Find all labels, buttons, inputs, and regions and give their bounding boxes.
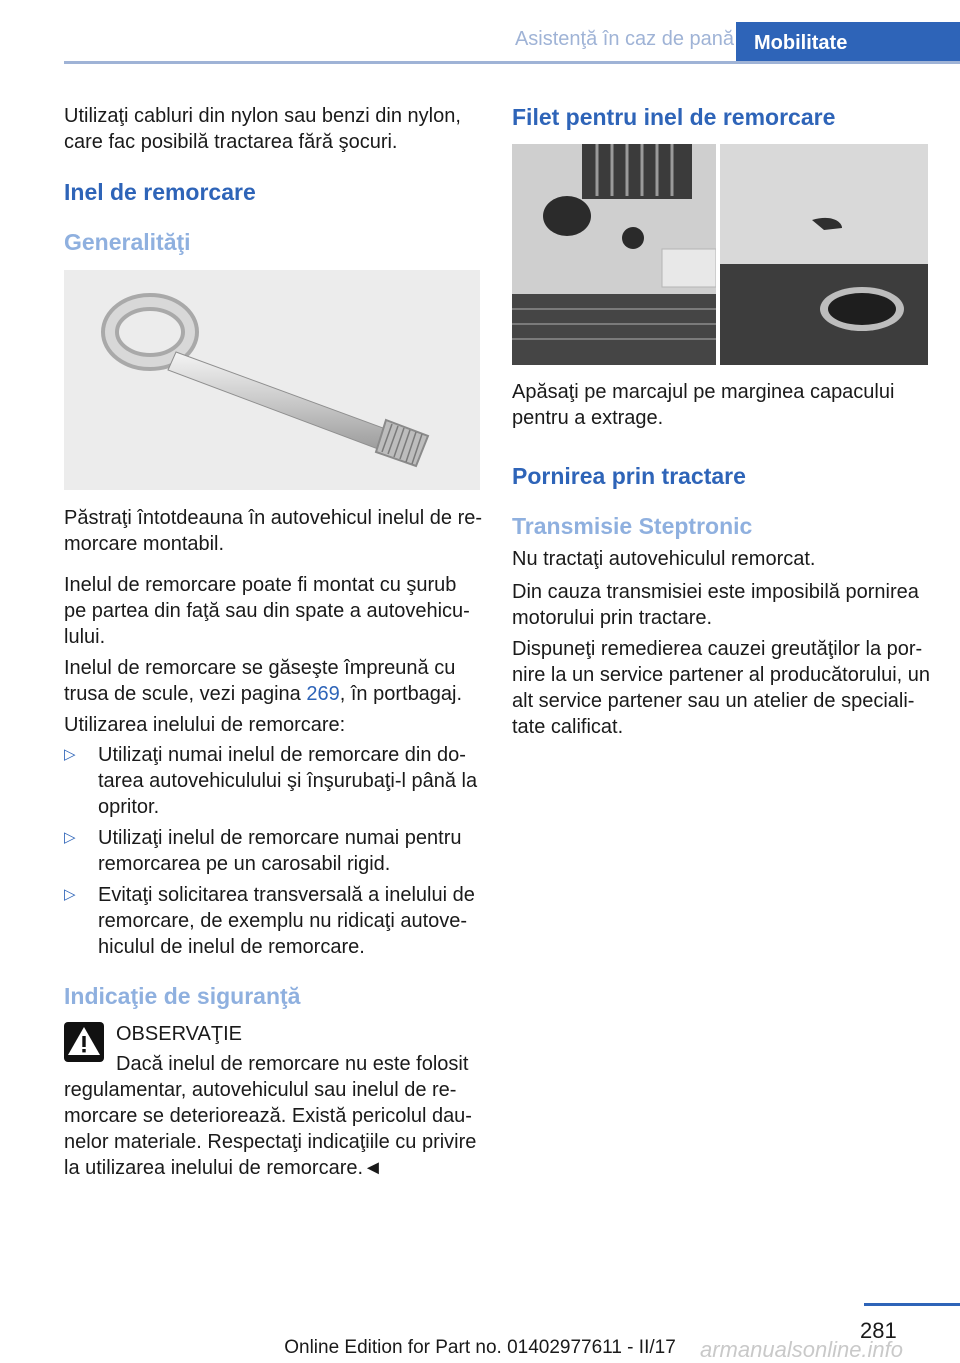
watermark: armanualsonline.info: [700, 1337, 904, 1362]
heading-general: Generalităţi: [64, 229, 191, 255]
page-reference-link[interactable]: 269: [306, 683, 340, 705]
warning-line-1: Dacă inelul de remorcare nu este folosit: [116, 1053, 469, 1075]
steptronic-p3-line-4: tate calificat.: [512, 716, 624, 738]
steptronic-p2-line-2: motorului prin tractare.: [512, 607, 713, 629]
bullet-1-line-3: opritor.: [98, 796, 160, 818]
warning-line-5: [64, 1155, 383, 1181]
bullet-1-line-1: Utilizaţi numai inelul de remorcare din do-: [98, 744, 466, 766]
use-title: Utilizarea inelului de remorcare:: [64, 714, 346, 736]
heading-thread: Filet pentru inel de remorcare: [512, 104, 836, 130]
bullet-marker-3: ▷: [64, 886, 76, 903]
steptronic-p3-line-2: nire la un service partener al producătorului, un: [512, 664, 931, 686]
press-line-1: Apăsaţi pe marcajul pe marginea capacului: [512, 381, 895, 403]
bullet-2-line-2: remorcarea pe un carosabil rigid.: [98, 853, 391, 875]
found-line-1: Inelul de remorcare se găseşte împreună cu: [64, 657, 456, 679]
page-number: 281: [860, 1318, 897, 1343]
bullet-1-line-2: tarea autovehiculului şi înşurubaţi-l până la: [98, 770, 478, 792]
end-mark: ◄: [363, 1157, 383, 1179]
bumper-photo-illustration: [512, 144, 928, 365]
screw-line-1: Inelul de remorcare poate fi montat cu şurub: [64, 574, 457, 596]
warning-line-2: regulamentar, autovehiculul sau inelul de re-: [64, 1079, 457, 1101]
bullet-3-line-3: hiculul de inelul de remorcare.: [98, 936, 365, 958]
heading-start: Pornirea prin tractare: [512, 463, 746, 489]
bullet-3-line-1: Evitaţi solicitarea transversală a inelului de: [98, 884, 475, 906]
warning-line-4: nelor materiale. Respectaţi indicaţiile cu privire: [64, 1131, 477, 1153]
bullet-2-line-1: Utilizaţi inelul de remorcare numai pentru: [98, 827, 462, 849]
heading-safety: Indicaţie de siguranţă: [64, 983, 301, 1009]
intro-line-1: Utilizaţi cabluri din nylon sau benzi din nylon,: [64, 105, 461, 127]
steptronic-p1: Nu tractaţi autovehiculul remorcat.: [512, 548, 816, 570]
warning-line-3: morcare se deteriorează. Există pericolul dau-: [64, 1105, 472, 1127]
heading-steptronic: Transmisie Steptronic: [512, 513, 753, 539]
found-line-2-text: trusa de scule, vezi pagina: [64, 683, 307, 705]
heading-towing-eye: Inel de remorcare: [64, 179, 256, 205]
warning-label: OBSERVAŢIE: [116, 1023, 242, 1045]
steptronic-p2-line-1: Din cauza transmisiei este imposibilă pornirea: [512, 581, 919, 603]
bullet-3-line-2: remorcare, de exemplu nu ridicaţi autove-: [98, 910, 468, 932]
found-line-2: [64, 681, 462, 707]
steptronic-p3-line-3: alt service partener sau un atelier de speciali-: [512, 690, 915, 712]
towing-eye-figure: [64, 270, 480, 490]
press-line-2: pentru a extrage.: [512, 407, 664, 429]
warning-line-5-text: la utilizarea inelului de remorcare.: [64, 1157, 364, 1179]
found-line-2-suffix: , în portbagaj.: [339, 683, 463, 705]
header-section-title: Asistenţă în caz de pană: [514, 28, 734, 50]
screw-line-2: pe partea din faţă sau din spate a autovehicu-: [64, 600, 470, 622]
intro-line-2: care fac posibilă tractarea fără şocuri.: [64, 131, 398, 153]
towing-eye-illustration: [64, 270, 480, 490]
header-rule: [64, 61, 960, 64]
warning-icon: [64, 1022, 104, 1062]
footer-rule: [864, 1303, 960, 1306]
keep-line-1: Păstraţi întotdeauna în autovehicul inelul de re-: [64, 507, 483, 529]
bullet-marker-1: ▷: [64, 746, 76, 763]
bumper-photos: [512, 144, 928, 365]
keep-line-2: morcare montabil.: [64, 533, 225, 555]
screw-line-3: lului.: [64, 626, 106, 648]
online-edition: Online Edition for Part no. 01402977611 - II/17: [284, 1337, 676, 1358]
steptronic-p3-line-1: Dispuneţi remedierea cauzei greutăţilor la por-: [512, 638, 923, 660]
header-chapter-tab[interactable]: Mobilitate: [736, 22, 960, 64]
warning-triangle-icon: [64, 1022, 104, 1062]
bullet-marker-2: ▷: [64, 829, 76, 846]
